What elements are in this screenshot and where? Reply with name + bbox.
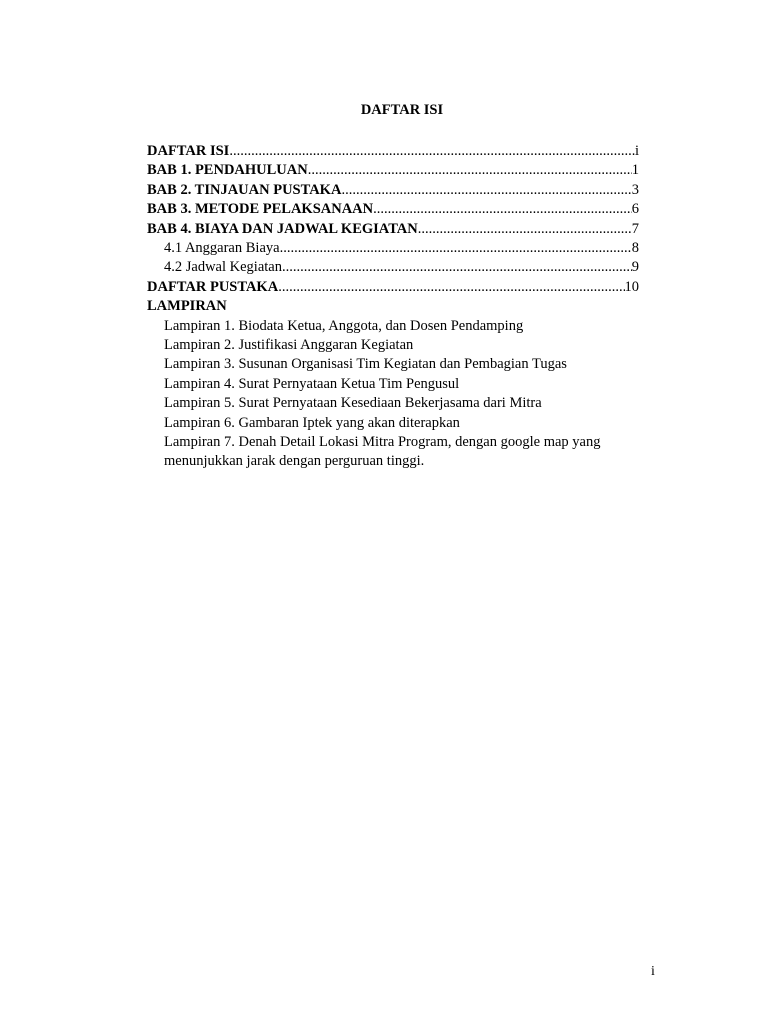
dot-leader bbox=[308, 161, 632, 180]
toc-entry-page: 1 bbox=[631, 162, 639, 179]
toc-entry-bab-4[interactable] bbox=[147, 220, 639, 239]
toc-entry-bab-1[interactable] bbox=[147, 161, 639, 180]
lampiran-item-1: Lampiran 1. Biodata Ketua, Anggota, dan Dosen Pendamping bbox=[164, 317, 524, 334]
toc-entry-page: i bbox=[634, 143, 639, 159]
toc-entry-label: DAFTAR PUSTAKA bbox=[147, 278, 279, 295]
dot-leader bbox=[229, 142, 635, 161]
dot-leader bbox=[418, 220, 632, 239]
dot-leader bbox=[278, 278, 624, 297]
toc-entry-label: BAB 2. TINJAUAN PUSTAKA bbox=[147, 181, 342, 198]
dot-leader bbox=[373, 200, 632, 219]
lampiran-item-6: Lampiran 6. Gambaran Iptek yang akan diterapkan bbox=[164, 414, 460, 431]
toc-entry-bab-3[interactable] bbox=[147, 200, 639, 219]
toc-entry-page: 10 bbox=[624, 278, 639, 295]
dot-leader bbox=[282, 258, 632, 277]
lampiran-item-4: Lampiran 4. Surat Pernyataan Ketua Tim Pengusul bbox=[164, 375, 460, 392]
toc-entry-4-2[interactable] bbox=[147, 258, 639, 277]
toc-entry-bab-2[interactable] bbox=[147, 181, 639, 200]
dot-leader bbox=[341, 181, 631, 200]
table-of-contents bbox=[147, 142, 639, 472]
lampiran-item-5: Lampiran 5. Surat Pernyataan Kesediaan Bekerjasama dari Mitra bbox=[164, 395, 542, 412]
toc-entry-daftar-isi[interactable] bbox=[147, 142, 639, 161]
toc-entry-label: BAB 4. BIAYA DAN JADWAL KEGIATAN bbox=[147, 220, 418, 237]
lampiran-item-7: Lampiran 7. Denah Detail Lokasi Mitra Program, dengan google map yang menunjukkan jarak dengan perguruan tinggi. bbox=[164, 433, 601, 470]
lampiran-item-3: Lampiran 3. Susunan Organisasi Tim Kegiatan dan Pembagian Tugas bbox=[164, 356, 567, 373]
lampiran-heading: LAMPIRAN bbox=[147, 298, 227, 315]
lampiran-item-2: Lampiran 2. Justifikasi Anggaran Kegiatan bbox=[164, 336, 414, 353]
toc-entry-label: 4.1 Anggaran Biaya bbox=[164, 239, 280, 256]
toc-entry-label: BAB 1. PENDAHULUAN bbox=[147, 162, 308, 179]
dot-leader bbox=[280, 239, 632, 258]
page-number: i bbox=[651, 964, 655, 979]
toc-entry-daftar-pustaka[interactable] bbox=[147, 278, 639, 297]
toc-entry-4-1[interactable] bbox=[147, 239, 639, 258]
toc-entry-page: 7 bbox=[631, 220, 639, 237]
toc-entry-label: BAB 3. METODE PELAKSANAAN bbox=[147, 201, 374, 218]
page-title: DAFTAR ISI bbox=[360, 102, 444, 118]
toc-entry-page: 8 bbox=[631, 239, 639, 256]
toc-entry-page: 6 bbox=[631, 201, 639, 218]
toc-entry-page: 9 bbox=[631, 259, 639, 276]
toc-entry-label: DAFTAR ISI bbox=[147, 143, 230, 159]
toc-entry-label: 4.2 Jadwal Kegiatan bbox=[164, 259, 282, 276]
toc-entry-page: 3 bbox=[631, 181, 639, 198]
